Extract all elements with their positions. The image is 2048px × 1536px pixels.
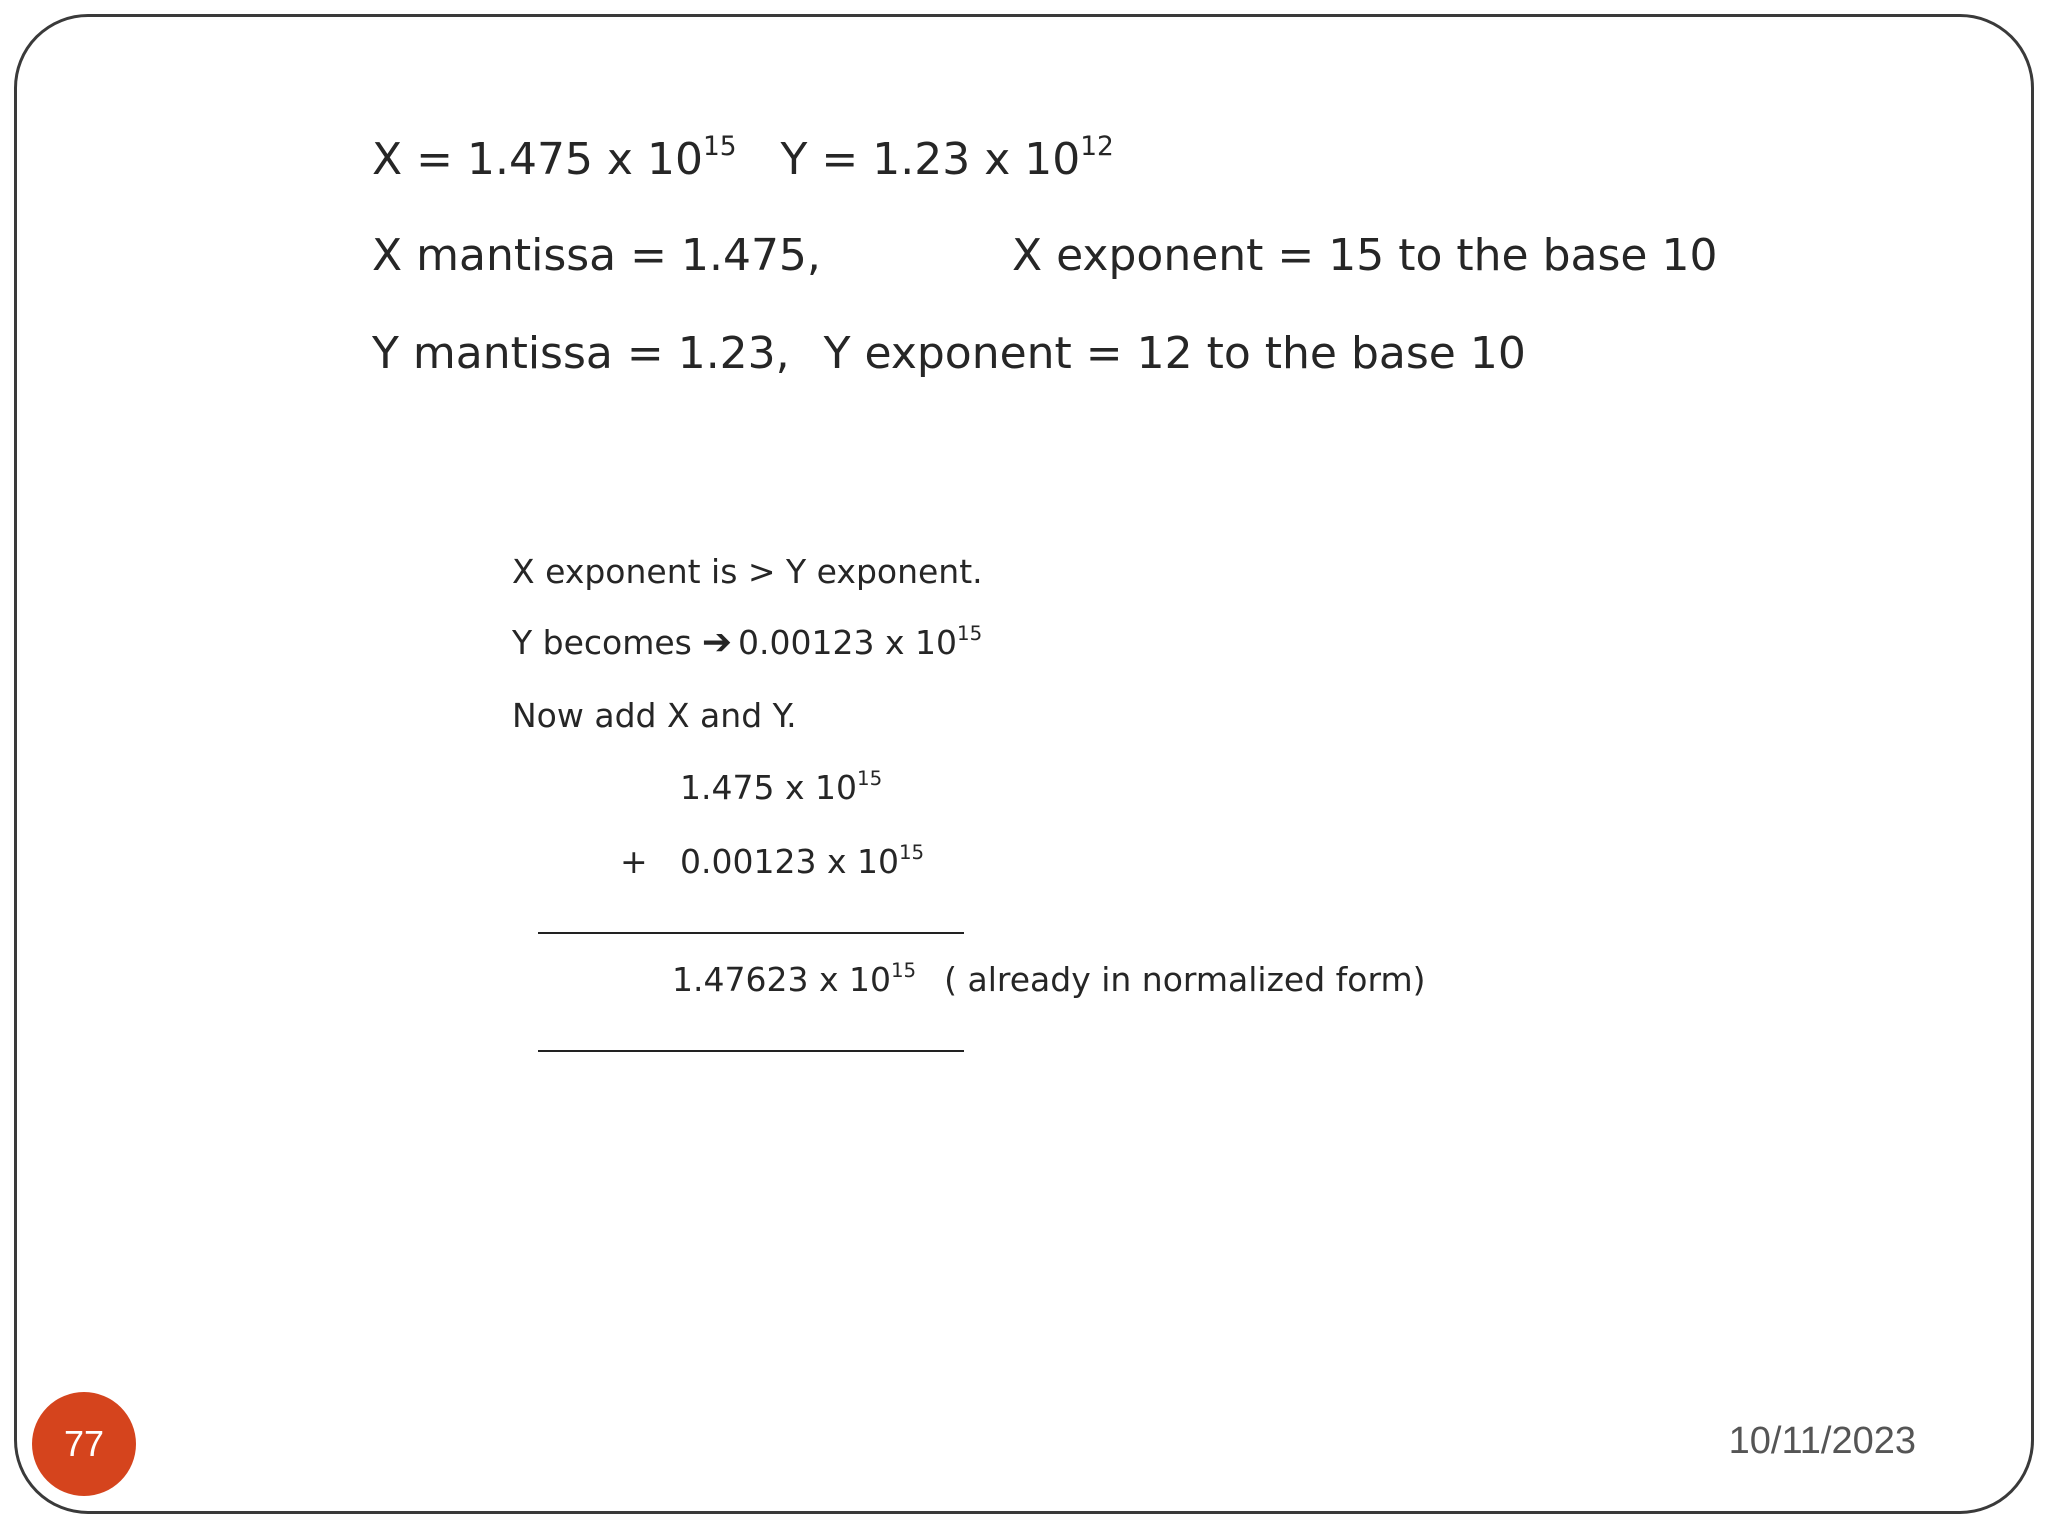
y-value: Y = 1.23 x $10^{12}$ [780,131,1114,185]
normalized-note: ( already in normalized form) [944,960,1426,999]
operand-1: 1.475 x $10^{15}$ [680,766,883,807]
page-number: 77 [63,1423,105,1464]
sum-result-line [672,960,1425,999]
sum-rule-top [538,932,964,934]
xy-definition-line [372,131,1114,185]
right-arrow-icon: ➔ [701,622,733,663]
slide-date: 10/11/2023 [1728,1420,1916,1462]
y-exponent: Y exponent = 12 to the base 10 [823,328,1526,379]
plus-sign: + [620,842,648,881]
add-instruction: Now add X and Y. [512,696,797,735]
x-exponent: X exponent = 15 to the base 10 [1012,230,1718,281]
y-becomes-label: Y becomes [512,623,692,662]
x-value: X = 1.475 x $10^{15}$ [372,131,737,185]
page-number-badge [32,1392,136,1496]
y-mantissa: Y mantissa = 1.23, [372,328,790,379]
operand-2: 0.00123 x $10^{15}$ [680,840,925,881]
sum-result: 1.47623 x $10^{15}$ [672,958,917,999]
y-becomes-value: 0.00123 x $10^{15}$ [738,621,983,662]
x-mantissa: X mantissa = 1.475, [372,230,821,281]
exponent-comparison: X exponent is > Y exponent. [512,552,983,591]
sum-rule-bottom [538,1050,964,1052]
y-mantissa-exponent-line [372,328,1526,379]
y-becomes-line [512,622,982,663]
